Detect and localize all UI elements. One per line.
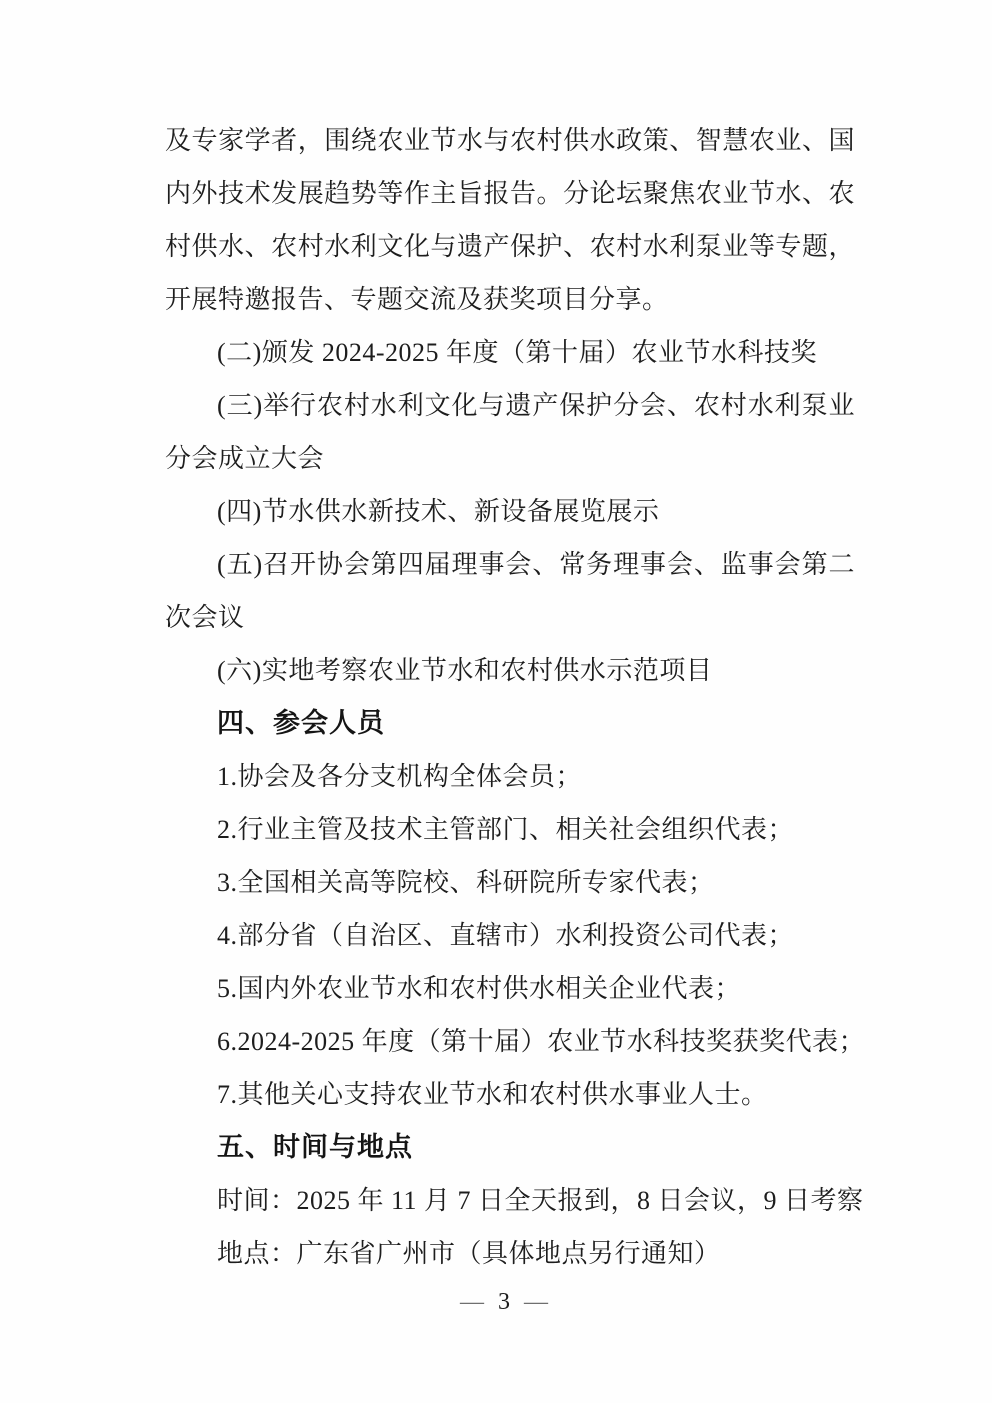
- list-item-5-continued: 次会议: [165, 603, 245, 632]
- paragraph-line: 村供水、农村水利文化与遗产保护、农村水利泵业等专题，: [165, 232, 855, 261]
- list-item-2: (二)颁发 2024-2025 年度（第十届）农业节水科技奖: [217, 338, 817, 367]
- paragraph-line: 内外技术发展趋势等作主旨报告。分论坛聚焦农业节水、农: [165, 179, 855, 208]
- list-item-3-continued: 分会成立大会: [165, 444, 325, 473]
- list-item-5: (五)召开协会第四届理事会、常务理事会、监事会第二: [217, 550, 855, 579]
- participant-item-2: 2.行业主管及技术主管部门、相关社会组织代表；: [217, 815, 795, 844]
- document-body: [165, 114, 866, 1280]
- time-line: 时间：2025 年 11 月 7 日全天报到，8 日会议，9 日考察: [217, 1186, 864, 1215]
- paragraph-line: 开展特邀报告、专题交流及获奖项目分享。: [165, 285, 669, 314]
- paragraph-line: 及专家学者，围绕农业节水与农村供水政策、智慧农业、国: [165, 126, 855, 155]
- section-heading-time-location: 五、时间与地点: [217, 1132, 413, 1162]
- list-item-3: (三)举行农村水利文化与遗产保护分会、农村水利泵业: [217, 391, 855, 420]
- participant-item-6: 6.2024-2025 年度（第十届）农业节水科技奖获奖代表；: [217, 1027, 866, 1056]
- participant-item-1: 1.协会及各分支机构全体会员；: [217, 762, 583, 791]
- section-heading-participants: 四、参会人员: [217, 708, 385, 738]
- page-number: 3: [498, 1289, 510, 1315]
- participant-item-7: 7.其他关心支持农业节水和农村供水事业人士。: [217, 1080, 768, 1109]
- list-item-4: (四)节水供水新技术、新设备展览展示: [217, 497, 660, 526]
- footer-right-dash: —: [524, 1289, 548, 1315]
- location-line: 地点：广东省广州市（具体地点另行通知）: [217, 1239, 721, 1268]
- participant-item-4: 4.部分省（自治区、直辖市）水利投资公司代表；: [217, 921, 795, 950]
- page-footer: [0, 1282, 992, 1322]
- footer-left-dash: —: [460, 1289, 484, 1315]
- list-item-6: (六)实地考察农业节水和农村供水示范项目: [217, 656, 713, 685]
- participant-item-3: 3.全国相关高等院校、科研院所专家代表；: [217, 868, 715, 897]
- participant-item-5: 5.国内外农业节水和农村供水相关企业代表；: [217, 974, 742, 1003]
